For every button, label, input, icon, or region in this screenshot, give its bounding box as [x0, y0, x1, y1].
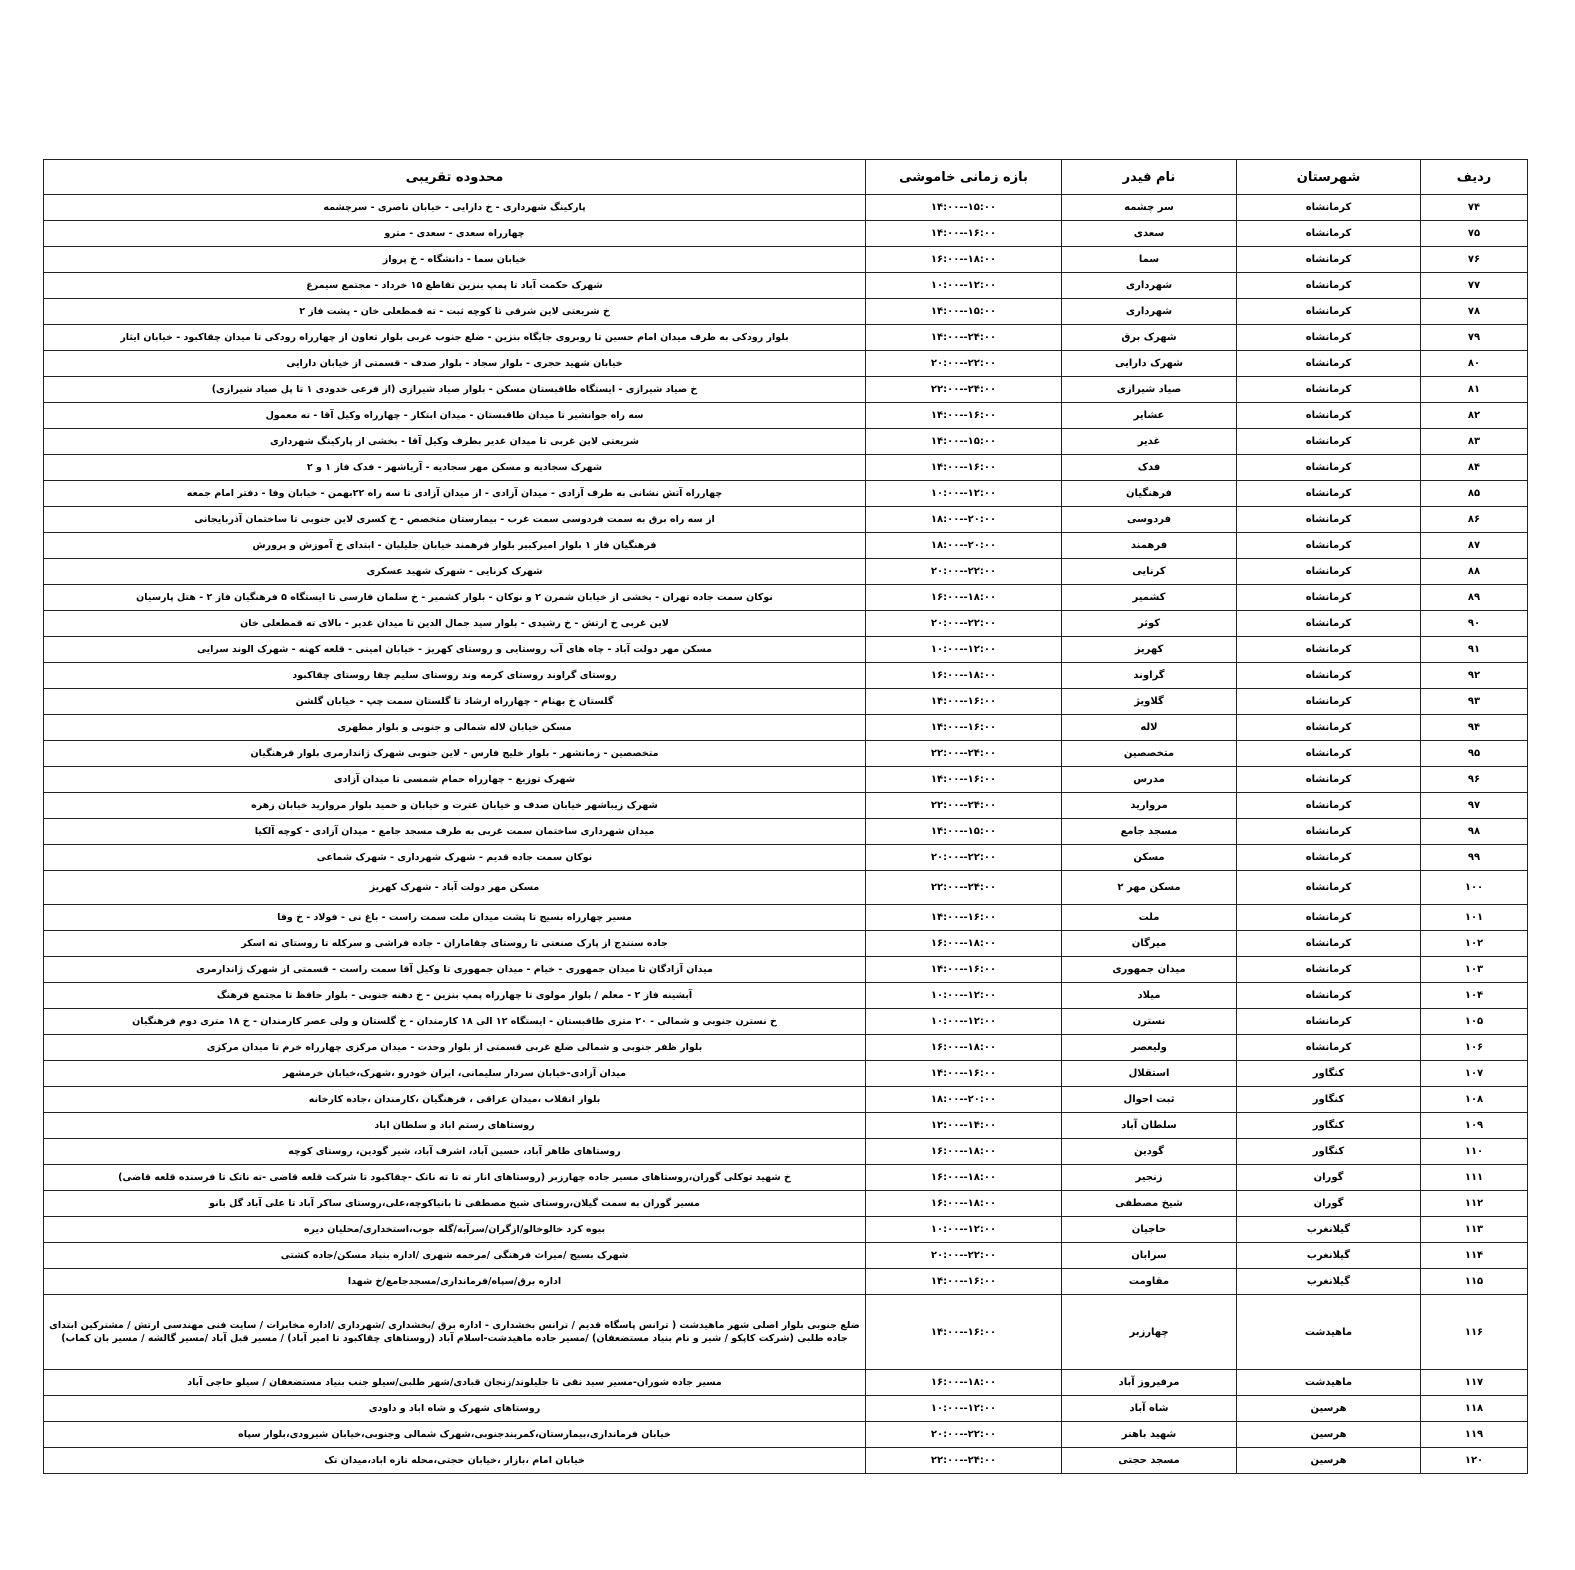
city-cell: کنگاور: [1237, 1139, 1421, 1165]
city-cell: کرمانشاه: [1237, 905, 1421, 931]
area-cell: جاده سنندج از پارک صنعتی تا روستای چقاماران - جاده فراشی و سرکله تا روستای ته اسکر: [44, 931, 866, 957]
time-cell: ۱۴:۰۰--۱۶:۰۰: [866, 403, 1062, 429]
area-cell: خیابان امام ،بازار ،خیابان حجتی،محله تازه اباد،میدان تک: [44, 1448, 866, 1474]
header-row-number: ردیف: [1421, 160, 1528, 195]
area-cell: مسکن مهر دولت آباد - شهرک کهریز: [44, 871, 866, 905]
table-row: [44, 1035, 1528, 1061]
city-cell: کرمانشاه: [1237, 247, 1421, 273]
table-body: [44, 195, 1528, 1474]
row-number-cell: ۱۱۶: [1421, 1295, 1528, 1370]
table-row: [44, 957, 1528, 983]
city-cell: کرمانشاه: [1237, 585, 1421, 611]
city-cell: کرمانشاه: [1237, 931, 1421, 957]
row-number-cell: ۹۶: [1421, 767, 1528, 793]
city-cell: کرمانشاه: [1237, 845, 1421, 871]
time-cell: ۱۴:۰۰--۲۴:۰۰: [866, 325, 1062, 351]
row-number-cell: ۷۸: [1421, 299, 1528, 325]
city-cell: کرمانشاه: [1237, 983, 1421, 1009]
city-cell: کرمانشاه: [1237, 957, 1421, 983]
row-number-cell: ۱۲۰: [1421, 1448, 1528, 1474]
table-row: [44, 403, 1528, 429]
row-number-cell: ۱۱۴: [1421, 1243, 1528, 1269]
feeder-cell: کوثر: [1062, 611, 1237, 637]
feeder-cell: گراوند: [1062, 663, 1237, 689]
row-number-cell: ۱۰۶: [1421, 1035, 1528, 1061]
feeder-cell: گلاویژ: [1062, 689, 1237, 715]
area-cell: روستاهای رستم اباد و سلطان اباد: [44, 1113, 866, 1139]
table-row: [44, 1191, 1528, 1217]
time-cell: ۲۲:۰۰--۲۴:۰۰: [866, 871, 1062, 905]
table-row: [44, 845, 1528, 871]
feeder-cell: سعدی: [1062, 221, 1237, 247]
row-number-cell: ۸۵: [1421, 481, 1528, 507]
city-cell: کرمانشاه: [1237, 767, 1421, 793]
table-row: [44, 481, 1528, 507]
time-cell: ۱۶:۰۰--۱۸:۰۰: [866, 1139, 1062, 1165]
table-row: [44, 585, 1528, 611]
city-cell: کرمانشاه: [1237, 377, 1421, 403]
city-cell: کرمانشاه: [1237, 1035, 1421, 1061]
feeder-cell: مقاومت: [1062, 1269, 1237, 1295]
time-cell: ۲۰:۰۰--۲۲:۰۰: [866, 559, 1062, 585]
table-row: [44, 793, 1528, 819]
time-cell: ۱۴:۰۰--۱۵:۰۰: [866, 819, 1062, 845]
area-cell: خ شهید توکلی گوران،روستاهای مسیر جاده چهارزبر (روستاهای انار ته تا ته ناتک -چقاکبود تا شرکت قلعه قاضی -ته ناتک تا فرسنده قلعه قاضی): [44, 1165, 866, 1191]
time-cell: ۱۸:۰۰--۲۰:۰۰: [866, 1087, 1062, 1113]
area-cell: ضلع جنوبی بلوار اصلی شهر ماهیدشت ( ترانس پاسگاه قدیم / ترانس بخشداری - اداره برق /بخشداری /شهرداری /اداره مخابرات / سایت فنی مهندسی ارتش / مشترکین ابتدای جاده طلبی (شرکت کاپکو / شیر و نام بنیاد مستضعفان) /مسیر جاده ماهیدشت-اسلام آباد (روستاهای چقاکبود تا امیر آباد) / مسیر قبل آباد /مسیر گالشه / مسیر بان کماب): [44, 1295, 866, 1370]
table-row: [44, 273, 1528, 299]
city-cell: کرمانشاه: [1237, 793, 1421, 819]
area-cell: بلوار رودکی به طرف میدان امام حسین تا روبروی جایگاه بنزین - ضلع جنوب غربی بلوار تعاون از چهارراه رودکی تا میدان چقاکبود - خیابان ایثار: [44, 325, 866, 351]
row-number-cell: ۱۱۵: [1421, 1269, 1528, 1295]
feeder-cell: مسکن مهر ۲: [1062, 871, 1237, 905]
time-cell: ۱۸:۰۰--۲۰:۰۰: [866, 507, 1062, 533]
area-cell: مسیر چهارراه بسیج تا پشت میدان ملت سمت راست - باغ نی - فولاد - خ وفا: [44, 905, 866, 931]
area-cell: لاین غربی خ ارتش - خ رشیدی - بلوار سید جمال الدین تا میدان غدیر - بالای ته قمطعلی خان: [44, 611, 866, 637]
table-row: [44, 429, 1528, 455]
city-cell: گوران: [1237, 1165, 1421, 1191]
time-cell: ۱۰:۰۰--۱۲:۰۰: [866, 273, 1062, 299]
area-cell: آبشینه فاز ۲ - معلم / بلوار مولوی تا چهارراه پمپ بنزین - خ دهنه جنوبی - بلوار حافظ تا مجتمع فرهنگ: [44, 983, 866, 1009]
area-cell: خیابان فرمانداری،بیمارستان،کمربندجنوبی،شهرک شمالی وجنوبی،خیابان شیرودی،بلوار سپاه: [44, 1422, 866, 1448]
feeder-cell: مرفیروز آباد: [1062, 1370, 1237, 1396]
table-row: [44, 715, 1528, 741]
row-number-cell: ۱۱۰: [1421, 1139, 1528, 1165]
area-cell: مسیر جاده شوران-مسیر سید نقی تا جلیلوند/زنجان قبادی/شهر طلبی/سیلو جنب بنیاد مستضعفان / سیلو حاجی آباد: [44, 1370, 866, 1396]
time-cell: ۱۴:۰۰--۱۵:۰۰: [866, 299, 1062, 325]
city-cell: کنگاور: [1237, 1087, 1421, 1113]
time-cell: ۱۰:۰۰--۱۲:۰۰: [866, 637, 1062, 663]
feeder-cell: صیاد شیرازی: [1062, 377, 1237, 403]
city-cell: کرمانشاه: [1237, 663, 1421, 689]
table-row: [44, 247, 1528, 273]
table-row: [44, 559, 1528, 585]
area-cell: مسکن مهر دولت آباد - چاه های آب روستایی و روستای کهریز - خیابان امینی - قلعه کهنه - شهرک الوند سرایی: [44, 637, 866, 663]
row-number-cell: ۹۲: [1421, 663, 1528, 689]
feeder-cell: شهرداری: [1062, 273, 1237, 299]
row-number-cell: ۱۱۲: [1421, 1191, 1528, 1217]
city-cell: کرمانشاه: [1237, 299, 1421, 325]
area-cell: نوکان سمت جاده قدیم - شهرک شهرداری - شهرک شماعی: [44, 845, 866, 871]
feeder-cell: استقلال: [1062, 1061, 1237, 1087]
feeder-cell: ثبت احوال: [1062, 1087, 1237, 1113]
area-cell: شهرک کرنایی - شهرک شهید عسکری: [44, 559, 866, 585]
feeder-cell: گودین: [1062, 1139, 1237, 1165]
feeder-cell: شیخ مصطفی: [1062, 1191, 1237, 1217]
time-cell: ۱۶:۰۰--۱۸:۰۰: [866, 1165, 1062, 1191]
time-cell: ۱۶:۰۰--۱۸:۰۰: [866, 1035, 1062, 1061]
area-cell: نوکان سمت جاده تهران - بخشی از خیابان شمرن ۲ و نوکان - بلوار کشمیر - خ سلمان فارسی تا ایستگاه ۵ فرهنگیان فاز ۲ - هتل پارسیان: [44, 585, 866, 611]
area-cell: مسکن خیابان لاله شمالی و جنوبی و بلوار مطهری: [44, 715, 866, 741]
time-cell: ۱۴:۰۰--۱۶:۰۰: [866, 689, 1062, 715]
city-cell: گیلانغرب: [1237, 1217, 1421, 1243]
row-number-cell: ۹۱: [1421, 637, 1528, 663]
city-cell: کرمانشاه: [1237, 195, 1421, 221]
table-row: [44, 299, 1528, 325]
row-number-cell: ۷۹: [1421, 325, 1528, 351]
table-row: [44, 351, 1528, 377]
area-cell: شریعتی لاین غربی تا میدان غدیر بطرف وکیل آقا - بخشی از پارکینگ شهرداری: [44, 429, 866, 455]
table-row: [44, 871, 1528, 905]
time-cell: ۱۶:۰۰--۱۸:۰۰: [866, 1370, 1062, 1396]
city-cell: کرمانشاه: [1237, 819, 1421, 845]
city-cell: کنگاور: [1237, 1113, 1421, 1139]
row-number-cell: ۱۱۳: [1421, 1217, 1528, 1243]
city-cell: کرمانشاه: [1237, 741, 1421, 767]
city-cell: ماهیدشت: [1237, 1370, 1421, 1396]
time-cell: ۱۴:۰۰--۱۶:۰۰: [866, 1295, 1062, 1370]
row-number-cell: ۹۹: [1421, 845, 1528, 871]
table-row: [44, 1396, 1528, 1422]
time-cell: ۱۴:۰۰--۱۵:۰۰: [866, 429, 1062, 455]
row-number-cell: ۸۶: [1421, 507, 1528, 533]
time-cell: ۱۲:۰۰--۱۴:۰۰: [866, 1113, 1062, 1139]
table-row: [44, 611, 1528, 637]
feeder-cell: نسترن: [1062, 1009, 1237, 1035]
table-row: [44, 905, 1528, 931]
table-row: [44, 1217, 1528, 1243]
table-row: [44, 1269, 1528, 1295]
time-cell: ۱۴:۰۰--۱۵:۰۰: [866, 195, 1062, 221]
time-cell: ۲۰:۰۰--۲۲:۰۰: [866, 845, 1062, 871]
area-cell: روستاهای طاهر آباد، حسین آباد، اشرف آباد، شیر گودین، روستای کوچه: [44, 1139, 866, 1165]
time-cell: ۱۰:۰۰--۱۲:۰۰: [866, 1396, 1062, 1422]
time-cell: ۱۶:۰۰--۱۸:۰۰: [866, 931, 1062, 957]
feeder-cell: کهریز: [1062, 637, 1237, 663]
area-cell: از سه راه برق به سمت فردوسی سمت غرب - بیمارستان متخصص - خ کسری لاین جنوبی تا ساختمان آذربایجانی: [44, 507, 866, 533]
time-cell: ۱۴:۰۰--۱۶:۰۰: [866, 905, 1062, 931]
feeder-cell: سر چشمه: [1062, 195, 1237, 221]
area-cell: پارکینگ شهرداری - خ دارایی - خیابان ناصری - سرچشمه: [44, 195, 866, 221]
city-cell: هرسین: [1237, 1396, 1421, 1422]
city-cell: کرمانشاه: [1237, 507, 1421, 533]
feeder-cell: مسجد جامع: [1062, 819, 1237, 845]
feeder-cell: غدیر: [1062, 429, 1237, 455]
table-row: [44, 1139, 1528, 1165]
row-number-cell: ۱۰۴: [1421, 983, 1528, 1009]
feeder-cell: کرنایی: [1062, 559, 1237, 585]
time-cell: ۱۴:۰۰--۱۶:۰۰: [866, 1061, 1062, 1087]
feeder-cell: سما: [1062, 247, 1237, 273]
header-city: شهرستان: [1237, 160, 1421, 195]
area-cell: خ صیاد شیرازی - ایستگاه طاقبستان مسکن - بلوار صیاد شیرازی (از فرعی خدودی ۱ تا پل صیاد شیرازی): [44, 377, 866, 403]
area-cell: میدان شهرداری ساختمان سمت غربی به طرف مسجد جامع - میدان آزادی - کوچه آلکیا: [44, 819, 866, 845]
table-row: [44, 741, 1528, 767]
area-cell: روستای گراوند روستای کرمه وند روستای سلیم چقا روستای چقاکبود: [44, 663, 866, 689]
row-number-cell: ۱۰۳: [1421, 957, 1528, 983]
feeder-cell: ملت: [1062, 905, 1237, 931]
city-cell: کرمانشاه: [1237, 325, 1421, 351]
city-cell: کرمانشاه: [1237, 559, 1421, 585]
city-cell: کرمانشاه: [1237, 715, 1421, 741]
feeder-cell: سلطان آباد: [1062, 1113, 1237, 1139]
city-cell: کرمانشاه: [1237, 351, 1421, 377]
row-number-cell: ۱۰۸: [1421, 1087, 1528, 1113]
outage-schedule-table: [43, 159, 1528, 1474]
feeder-cell: عشایر: [1062, 403, 1237, 429]
table-row: [44, 1422, 1528, 1448]
row-number-cell: ۸۹: [1421, 585, 1528, 611]
time-cell: ۲۰:۰۰--۲۲:۰۰: [866, 611, 1062, 637]
time-cell: ۲۲:۰۰--۲۴:۰۰: [866, 793, 1062, 819]
city-cell: کنگاور: [1237, 1061, 1421, 1087]
feeder-cell: میلاد: [1062, 983, 1237, 1009]
time-cell: ۱۰:۰۰--۱۲:۰۰: [866, 1009, 1062, 1035]
header-area: محدوده تقریبی: [44, 160, 866, 195]
area-cell: متخصصین - زمانشهر - بلوار خلیج فارس - لاین جنوبی شهرک ژاندارمری بلوار فرهنگیان: [44, 741, 866, 767]
time-cell: ۱۶:۰۰--۱۸:۰۰: [866, 663, 1062, 689]
time-cell: ۱۴:۰۰--۱۶:۰۰: [866, 957, 1062, 983]
header-feeder: نام فیدر: [1062, 160, 1237, 195]
feeder-cell: مسجد حجتی: [1062, 1448, 1237, 1474]
area-cell: سه راه جوانشیر تا میدان طاقبستان - میدان ابتکار - چهارراه وکیل آقا - ته معمول: [44, 403, 866, 429]
header-time: بازه زمانی خاموشی: [866, 160, 1062, 195]
time-cell: ۱۶:۰۰--۱۸:۰۰: [866, 247, 1062, 273]
table-row: [44, 325, 1528, 351]
row-number-cell: ۱۰۹: [1421, 1113, 1528, 1139]
area-cell: شهرک بسیج /میراث فرهنگی /مرحمه شهری /اداره بنیاد مسکن/جاده کشتی: [44, 1243, 866, 1269]
row-number-cell: ۹۴: [1421, 715, 1528, 741]
city-cell: کرمانشاه: [1237, 403, 1421, 429]
city-cell: هرسین: [1237, 1448, 1421, 1474]
time-cell: ۲۲:۰۰--۲۴:۰۰: [866, 1448, 1062, 1474]
area-cell: بیوه کرد خالوخالو/ازگران/سرآبه/گله جوب،استخداری/محلیان دیره: [44, 1217, 866, 1243]
table-row: [44, 221, 1528, 247]
time-cell: ۱۰:۰۰--۱۲:۰۰: [866, 481, 1062, 507]
city-cell: گیلانغرب: [1237, 1269, 1421, 1295]
table-row: [44, 1448, 1528, 1474]
area-cell: میدان آزادی-خیابان سردار سلیمانی، ایران خودرو ،شهرک،خیابان خرمشهر: [44, 1061, 866, 1087]
city-cell: کرمانشاه: [1237, 221, 1421, 247]
feeder-cell: شهرک برق: [1062, 325, 1237, 351]
feeder-cell: میدان جمهوری: [1062, 957, 1237, 983]
area-cell: مسیر گوران به سمت گیلان،روستای شیخ مصطفی تا بانیاکوچه،علی،روستای ساکر آباد تا علی آباد گل بانو: [44, 1191, 866, 1217]
row-number-cell: ۷۷: [1421, 273, 1528, 299]
feeder-cell: میرگان: [1062, 931, 1237, 957]
area-cell: اداره برق/سپاه/فرمانداری/مسجدجامع/خ شهدا: [44, 1269, 866, 1295]
feeder-cell: شهرک دارایی: [1062, 351, 1237, 377]
city-cell: کرمانشاه: [1237, 455, 1421, 481]
row-number-cell: ۱۱۹: [1421, 1422, 1528, 1448]
city-cell: هرسین: [1237, 1422, 1421, 1448]
row-number-cell: ۸۲: [1421, 403, 1528, 429]
row-number-cell: ۸۱: [1421, 377, 1528, 403]
row-number-cell: ۱۰۲: [1421, 931, 1528, 957]
feeder-cell: ولیعصر: [1062, 1035, 1237, 1061]
area-cell: شهرک سجادیه و مسکن مهر سجادیه - آریاشهر - فدک فاز ۱ و ۲: [44, 455, 866, 481]
feeder-cell: کشمیر: [1062, 585, 1237, 611]
area-cell: خیابان شهید حجری - بلوار سجاد - بلوار صدف - قسمتی از خیابان دارایی: [44, 351, 866, 377]
time-cell: ۱۸:۰۰--۲۰:۰۰: [866, 533, 1062, 559]
time-cell: ۲۰:۰۰--۲۲:۰۰: [866, 1243, 1062, 1269]
table-row: [44, 637, 1528, 663]
time-cell: ۱۰:۰۰--۱۲:۰۰: [866, 983, 1062, 1009]
time-cell: ۲۰:۰۰--۲۲:۰۰: [866, 351, 1062, 377]
feeder-cell: مدرس: [1062, 767, 1237, 793]
table-row: [44, 195, 1528, 221]
table-row: [44, 931, 1528, 957]
feeder-cell: مروارید: [1062, 793, 1237, 819]
row-number-cell: ۱۱۱: [1421, 1165, 1528, 1191]
feeder-cell: لاله: [1062, 715, 1237, 741]
time-cell: ۱۴:۰۰--۱۶:۰۰: [866, 455, 1062, 481]
city-cell: گوران: [1237, 1191, 1421, 1217]
feeder-cell: شاه آباد: [1062, 1396, 1237, 1422]
feeder-cell: متخصصین: [1062, 741, 1237, 767]
row-number-cell: ۸۷: [1421, 533, 1528, 559]
city-cell: گیلانغرب: [1237, 1243, 1421, 1269]
area-cell: شهرک حکمت آباد تا پمپ بنزین تقاطع ۱۵ خرداد - مجتمع سیمرغ: [44, 273, 866, 299]
table-row: [44, 767, 1528, 793]
row-number-cell: ۸۰: [1421, 351, 1528, 377]
city-cell: کرمانشاه: [1237, 637, 1421, 663]
row-number-cell: ۱۱۷: [1421, 1370, 1528, 1396]
time-cell: ۱۰:۰۰--۱۲:۰۰: [866, 1217, 1062, 1243]
row-number-cell: ۷۶: [1421, 247, 1528, 273]
feeder-cell: حاجیان: [1062, 1217, 1237, 1243]
area-cell: چهارراه آتش نشانی به طرف آزادی - میدان آزادی - از میدان آزادی تا سه راه ۲۲بهمن - خیابان وفا - دفتر امام جمعه: [44, 481, 866, 507]
table-row: [44, 455, 1528, 481]
feeder-cell: فردوسی: [1062, 507, 1237, 533]
area-cell: میدان آزادگان تا میدان جمهوری - خیام - میدان جمهوری تا وکیل آقا سمت راست - قسمتی از شهرک ژاندارمری: [44, 957, 866, 983]
feeder-cell: مسکن: [1062, 845, 1237, 871]
table-row: [44, 1370, 1528, 1396]
row-number-cell: ۸۳: [1421, 429, 1528, 455]
city-cell: کرمانشاه: [1237, 611, 1421, 637]
city-cell: کرمانشاه: [1237, 533, 1421, 559]
row-number-cell: ۱۰۱: [1421, 905, 1528, 931]
table-row: [44, 1295, 1528, 1370]
table-row: [44, 1061, 1528, 1087]
row-number-cell: ۷۴: [1421, 195, 1528, 221]
header-row: [44, 160, 1528, 195]
time-cell: ۲۲:۰۰--۲۴:۰۰: [866, 377, 1062, 403]
area-cell: خ نسترن جنوبی و شمالی - ۲۰ متری طاقبستان - ایستگاه ۱۲ الی ۱۸ کارمندان - خ گلستان و ولی عصر کارمندان - خ ۱۸ متری دوم فرهنگیان: [44, 1009, 866, 1035]
row-number-cell: ۹۸: [1421, 819, 1528, 845]
feeder-cell: فرهمند: [1062, 533, 1237, 559]
feeder-cell: چهارزبر: [1062, 1295, 1237, 1370]
feeder-cell: شهید باهنر: [1062, 1422, 1237, 1448]
area-cell: گلستان خ بهنام - چهارراه ارشاد تا گلستان سمت چپ - خیابان گلشن: [44, 689, 866, 715]
city-cell: کرمانشاه: [1237, 429, 1421, 455]
time-cell: ۲۰:۰۰--۲۲:۰۰: [866, 1422, 1062, 1448]
area-cell: بلوار انقلاب ،میدان عراقی ، فرهنگیان ،کارمندان ،جاده کارخانه: [44, 1087, 866, 1113]
city-cell: ماهیدشت: [1237, 1295, 1421, 1370]
time-cell: ۲۲:۰۰--۲۴:۰۰: [866, 741, 1062, 767]
area-cell: روستاهای شهرک و شاه اباد و داودی: [44, 1396, 866, 1422]
area-cell: خیابان سما - دانشگاه - خ پرواز: [44, 247, 866, 273]
area-cell: شهرک توزیع - چهارراه حمام شمسی تا میدان آزادی: [44, 767, 866, 793]
row-number-cell: ۸۴: [1421, 455, 1528, 481]
area-cell: خ شریعتی لاین شرقی تا کوچه ثبت - ته قمطعلی خان - پشت فاز ۲: [44, 299, 866, 325]
row-number-cell: ۹۷: [1421, 793, 1528, 819]
table-row: [44, 533, 1528, 559]
table-row: [44, 819, 1528, 845]
table-row: [44, 377, 1528, 403]
table-row: [44, 1087, 1528, 1113]
table-row: [44, 663, 1528, 689]
time-cell: ۱۴:۰۰--۱۶:۰۰: [866, 715, 1062, 741]
time-cell: ۱۴:۰۰--۱۶:۰۰: [866, 221, 1062, 247]
table-row: [44, 1243, 1528, 1269]
table-row: [44, 1165, 1528, 1191]
time-cell: ۱۴:۰۰--۱۶:۰۰: [866, 1269, 1062, 1295]
row-number-cell: ۷۵: [1421, 221, 1528, 247]
row-number-cell: ۹۵: [1421, 741, 1528, 767]
row-number-cell: ۹۰: [1421, 611, 1528, 637]
feeder-cell: فرهنگیان: [1062, 481, 1237, 507]
city-cell: کرمانشاه: [1237, 871, 1421, 905]
feeder-cell: سرابان: [1062, 1243, 1237, 1269]
area-cell: چهارراه سعدی - سعدی - مترو: [44, 221, 866, 247]
feeder-cell: فدک: [1062, 455, 1237, 481]
city-cell: کرمانشاه: [1237, 1009, 1421, 1035]
row-number-cell: ۱۱۸: [1421, 1396, 1528, 1422]
table-row: [44, 1113, 1528, 1139]
city-cell: کرمانشاه: [1237, 689, 1421, 715]
feeder-cell: شهرداری: [1062, 299, 1237, 325]
area-cell: بلوار ظفر جنوبی و شمالی ضلع غربی قسمتی از بلوار وحدت - میدان مرکزی چهارراه خرم تا میدان مرکزی: [44, 1035, 866, 1061]
city-cell: کرمانشاه: [1237, 481, 1421, 507]
city-cell: کرمانشاه: [1237, 273, 1421, 299]
row-number-cell: ۱۰۰: [1421, 871, 1528, 905]
table-row: [44, 689, 1528, 715]
table-row: [44, 1009, 1528, 1035]
time-cell: ۱۴:۰۰--۱۶:۰۰: [866, 767, 1062, 793]
row-number-cell: ۱۰۵: [1421, 1009, 1528, 1035]
row-number-cell: ۱۰۷: [1421, 1061, 1528, 1087]
time-cell: ۱۶:۰۰--۱۸:۰۰: [866, 1191, 1062, 1217]
area-cell: فرهنگیان فاز ۱ بلوار امیرکبیر بلوار فرهمند خیابان جلیلیان - ابتدای خ آموزش و پرورش: [44, 533, 866, 559]
table-row: [44, 507, 1528, 533]
time-cell: ۱۶:۰۰--۱۸:۰۰: [866, 585, 1062, 611]
row-number-cell: ۹۳: [1421, 689, 1528, 715]
row-number-cell: ۸۸: [1421, 559, 1528, 585]
table-row: [44, 983, 1528, 1009]
area-cell: شهرک زیباشهر خیابان صدف و خیابان عترت و خیابان و حمید بلوار مروارید خیابان زهره: [44, 793, 866, 819]
feeder-cell: زنجیر: [1062, 1165, 1237, 1191]
